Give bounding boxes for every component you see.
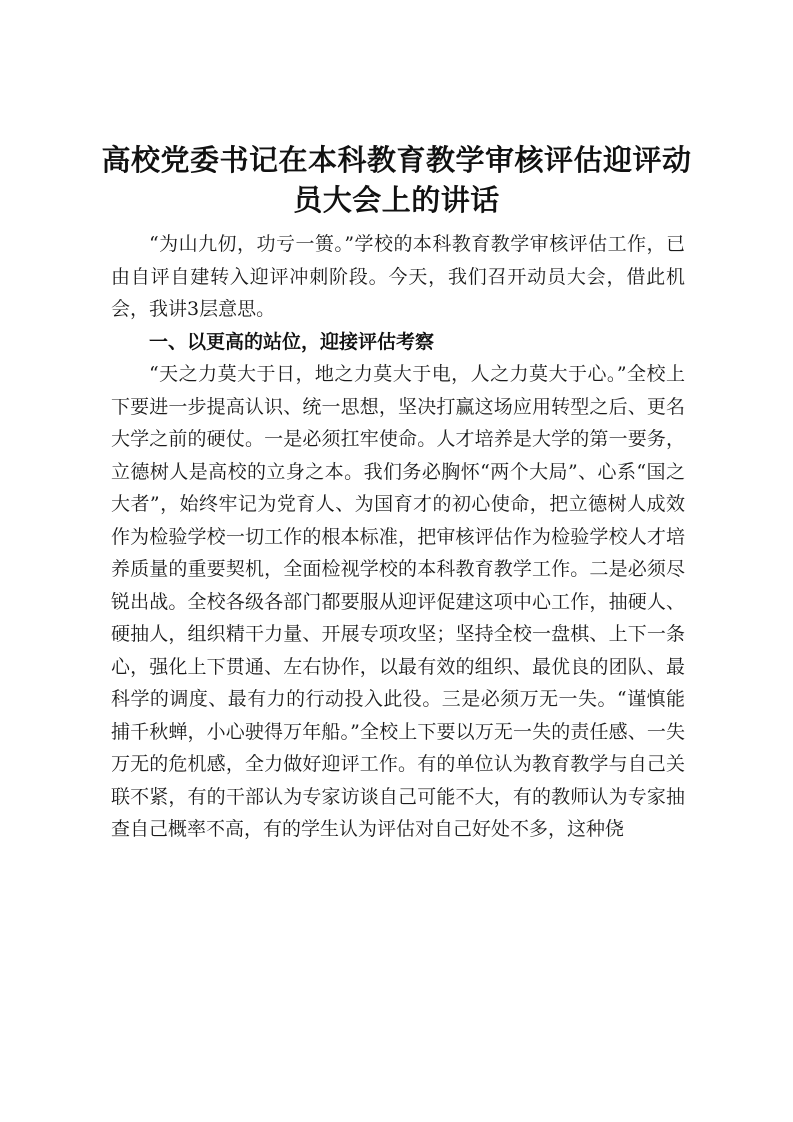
section-heading-1: 一、以更高的站位，迎接评估考察 [149,330,435,353]
document-title: 高校党委书记在本科教育教学审核评估迎评动员大会上的讲话 [101,143,692,217]
section-1-paragraph: “天之力莫大于日，地之力莫大于电，人之力莫大于心。”全校上下要进一步提高认识、统一思想，坚决打赢这场应用转型之后、更名大学之前的硬仗。一是必须扛牢使命。人才培养是大学的第一要务，立德树人是高校的立身之本。我们务必胸怀“两个大局”、心系“国之大者”，始终牢记为党育人、为国育才的初心使命，把立德树人成效作为检验学校一切工作的根本标准，把审核评估作为检验学校人才培养质量的重要契机，全面检视学校的本科教育教学工作。二是必须尽锐出战。全校各级各部门都要服从迎评促建这项中心工作，抽硬人、硬抽人，组织精干力量、开展专项攻坚；坚持全校一盘棋、上下一条心，强化上下贯通、左右协作，以最有效的组织、最优良的团队、最科学的调度、最有力的行动投入此役。三是必须万无一失。“谨慎能捕千秋蝉，小心驶得万年船。”全校上下要以万无一失的责任感、一失万无的危机感，全力做好迎评工作。有的单位认为教育教学与自己关联不紧，有的干部认为专家访谈自己可能不大，有的教师认为专家抽查自己概率不高，有的学生认为评估对自己好处不多，这种侥 [111,363,685,840]
document-body [111,228,685,846]
intro-paragraph: “为山九仞，功亏一篑。”学校的本科教育教学审核评估工作，已由自评自建转入迎评冲刺阶段。今天，我们召开动员大会，借此机会，我讲3层意思。 [111,233,685,320]
